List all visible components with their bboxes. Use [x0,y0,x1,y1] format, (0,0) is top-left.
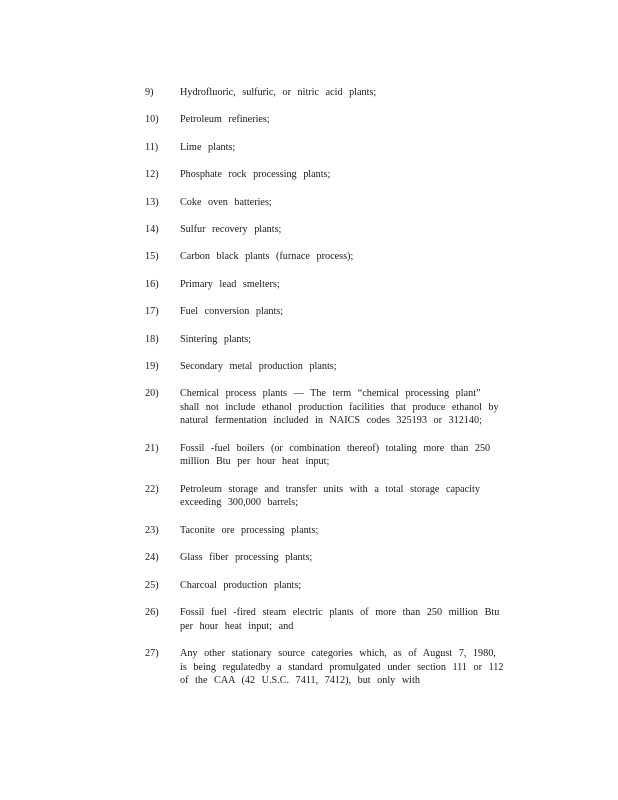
list-item [145,442,505,469]
item-text: Primary lead smelters; [180,278,280,290]
list-item [145,579,505,593]
item-number: 20) [145,388,159,400]
item-number: 17) [145,306,159,318]
list-item [145,223,505,237]
item-text: Sintering plants; [180,333,252,345]
item-number: 15) [145,251,159,263]
source-category-list [145,86,505,702]
item-number: 16) [145,278,159,290]
item-number: 26) [145,607,159,619]
list-item [145,551,505,565]
list-item [145,387,505,428]
item-text: Any other stationary source categories which, as of August 7, 1980, is being regulatedby a standard promulgated under section 111 or 112 of the CAA (42 U.S.C. 7411, 7412), but only with [180,648,504,687]
item-text: Taconite ore processing plants; [180,524,319,536]
item-number: 22) [145,483,159,495]
list-item [145,305,505,319]
item-text: Charcoal production plants; [180,579,302,591]
item-text: Secondary metal production plants; [180,360,337,372]
list-item [145,333,505,347]
item-text: Fossil fuel -fired steam electric plants of more than 250 million Btu per hour heat input; and [180,607,500,632]
item-text: Sulfur recovery plants; [180,223,282,235]
item-text: Fuel conversion plants; [180,306,284,318]
list-item [145,606,505,633]
list-item [145,86,505,100]
item-number: 11) [145,141,159,153]
list-item [145,250,505,264]
item-text: Petroleum refineries; [180,114,270,126]
item-number: 13) [145,196,159,208]
item-number: 10) [145,114,159,126]
item-text: Glass fiber processing plants; [180,552,313,564]
list-item [145,113,505,127]
item-text: Petroleum storage and transfer units with a total storage capacity exceeding 300,000 barrels; [180,483,480,509]
item-text: Lime plants; [180,141,236,153]
list-item [145,524,505,538]
item-number: 21) [145,442,159,454]
list-item [145,483,505,510]
list-item [145,196,505,210]
list-item [145,141,505,155]
item-number: 23) [145,524,159,536]
item-number: 25) [145,579,159,591]
item-text: Hydrofluoric, sulfuric, or nitric acid plants; [180,87,377,98]
list-item [145,278,505,292]
item-number: 9) [145,87,154,98]
item-text: Fossil -fuel boilers (or combination thereof) totaling more than 250 million Btu per hour heat input; [180,442,491,468]
item-number: 14) [145,223,159,235]
list-item [145,168,505,182]
item-text: Chemical process plants — The term “chemical processing plant” shall not include ethanol production facilities that produce ethanol by natural fermentation included in NAICS codes 325193 or 312140; [180,388,499,427]
list-item [145,360,505,374]
item-text: Phosphate rock processing plants; [180,169,331,181]
item-number: 18) [145,333,159,345]
item-number: 24) [145,552,159,564]
item-number: 27) [145,648,159,659]
item-number: 12) [145,169,159,181]
item-number: 19) [145,360,159,372]
item-text: Coke oven batteries; [180,196,272,208]
item-text: Carbon black plants (furnace process); [180,251,354,263]
list-item [145,647,505,688]
